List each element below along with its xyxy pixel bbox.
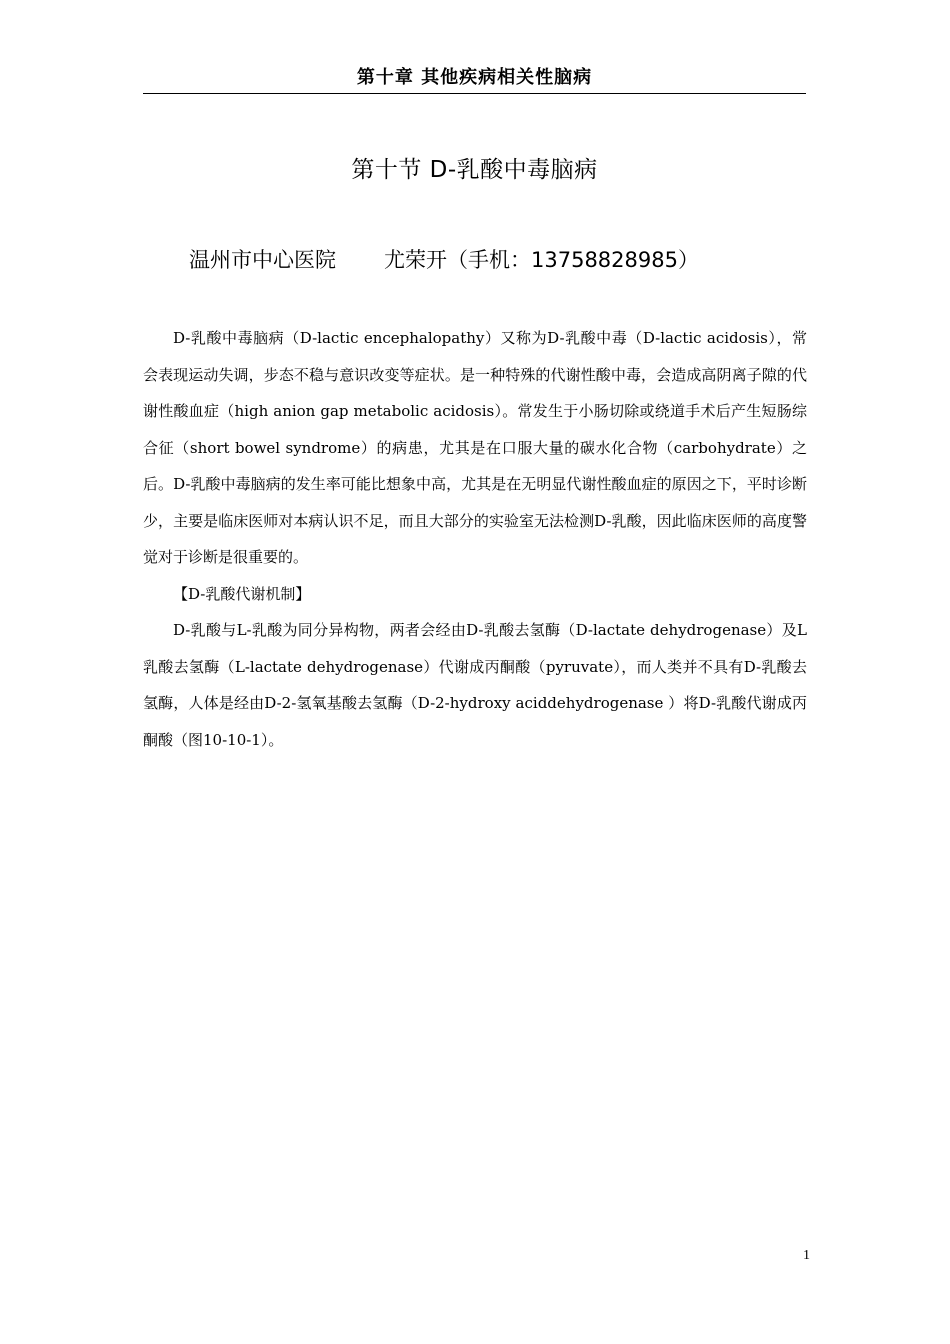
body-text — [143, 320, 807, 758]
page-number: 1 — [803, 1248, 810, 1263]
author-name-contact: 尤荣开（手机：13758828985） — [384, 248, 699, 272]
subheading-metabolism: 【D-乳酸代谢机制】 — [173, 584, 311, 603]
running-header: 第十章 其他疾病相关性脑病 — [356, 67, 593, 88]
header-rule — [143, 93, 806, 94]
paragraph-intro: D-乳酸中毒脑病（D-lactic encephalopathy）又称为D-乳酸中毒（D-lactic acidosis），常会表现运动失调，步态不稳与意识改变等症状。是一种特殊的代谢性酸中毒，会造成高阴离子隙的代谢性酸血症（high anion gap metabolic acidosis）。常发生于小肠切除或绕道手术后产生短肠综合征（short bowel syndrome）的病患，尤其是在口服大量的碳水化合物（carbohydrate）之后。D-乳酸中毒脑病的发生率可能比想象中高，尤其是在无明显代谢性酸血症的原因之下，平时诊断少，主要是临床医师对本病认识不足，而且大部分的实验室无法检测D-乳酸，因此临床医师的高度警觉对于诊断是很重要的。 — [143, 329, 807, 566]
paragraph-metabolism: D-乳酸与L-乳酸为同分异构物，两者会经由D-乳酸去氢酶（D-lactate dehydrogenase）及L乳酸去氢酶（L-lactate dehydrogenase）代谢成丙酮酸（pyruvate），而人类并不具有D-乳酸去氢酶，人体是经由D-2-氢氧基酸去氢酶（D-2-hydroxy aciddehydrogenase ）将D-乳酸代谢成丙酮酸（图10-10-1）。 — [143, 621, 807, 749]
author-line — [189, 244, 829, 276]
author-institution: 温州市中心医院 — [189, 248, 336, 272]
section-title: 第十节 D-乳酸中毒脑病 — [351, 157, 598, 183]
